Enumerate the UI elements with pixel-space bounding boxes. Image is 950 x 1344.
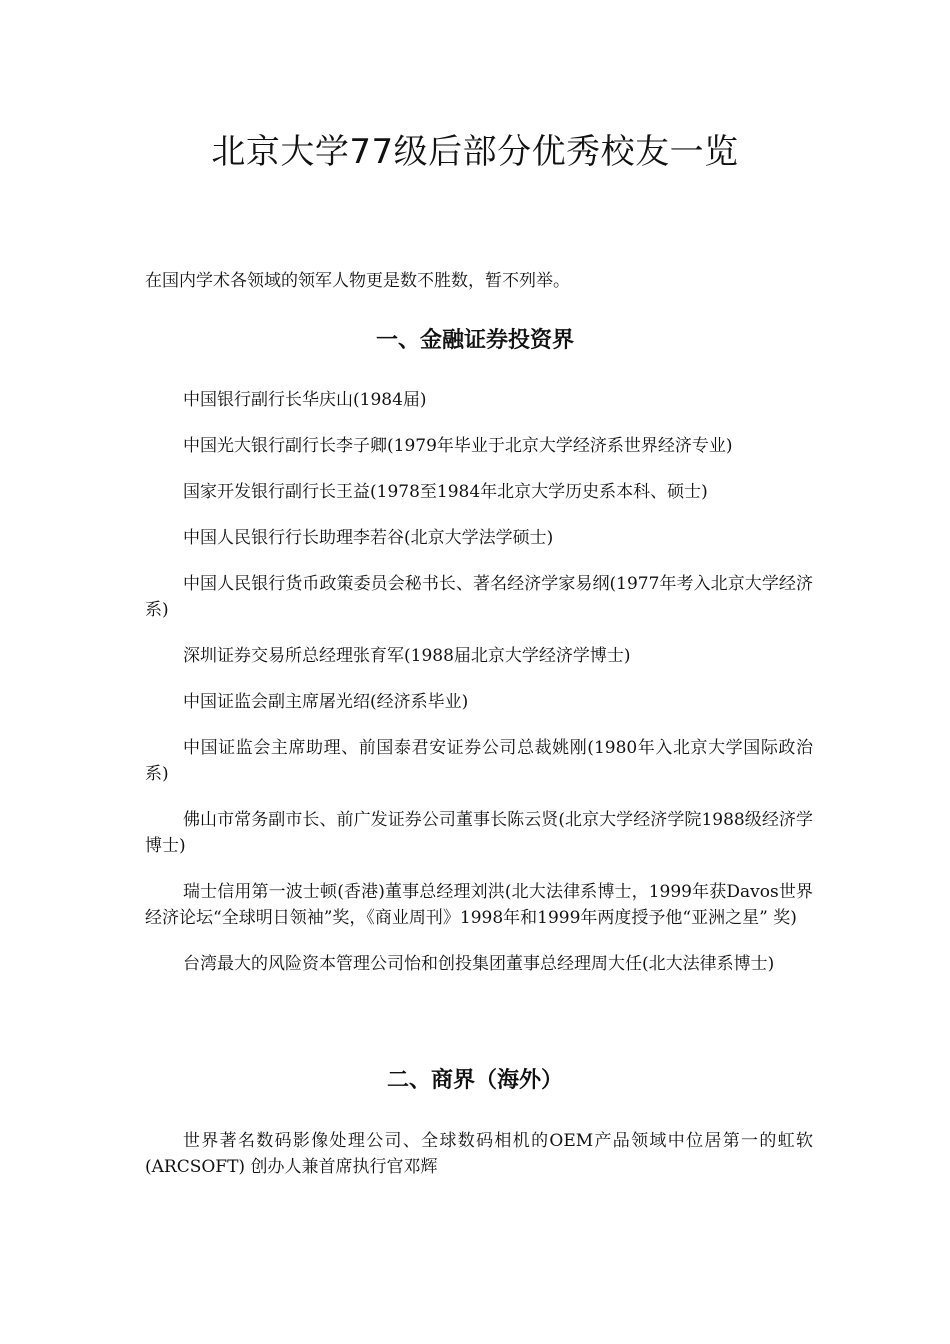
list-item: 国家开发银行副行长王益(1978至1984年北京大学历史系本科、硕士)	[183, 482, 708, 502]
list-item: 中国证监会副主席屠光绍(经济系毕业)	[183, 692, 469, 712]
intro-paragraph: 在国内学术各领域的领军人物更是数不胜数，暂不列举。	[145, 271, 570, 291]
list-item: 世界著名数码影像处理公司、全球数码相机的OEM产品领域中位居第一的虹软(ARCSOFT) 创办人兼首席执行官邓辉	[145, 1131, 813, 1177]
section-heading-business-overseas: 二、商界（海外）	[386, 1068, 563, 1093]
list-item: 中国人民银行行长助理李若谷(北京大学法学硕士)	[183, 528, 554, 548]
list-item: 中国人民银行货币政策委员会秘书长、著名经济学家易纲(1977年考入北京大学经济系)	[145, 574, 813, 620]
list-item: 中国证监会主席助理、前国泰君安证券公司总裁姚刚(1980年入北京大学国际政治系)	[145, 738, 813, 784]
list-item: 佛山市常务副市长、前广发证券公司董事长陈云贤(北京大学经济学院1988级经济学博士)	[145, 810, 813, 856]
business-entry-list	[145, 1128, 813, 1200]
section-heading-finance: 一、金融证券投资界	[375, 328, 574, 353]
list-item: 中国银行副行长华庆山(1984届)	[183, 390, 427, 410]
list-item: 台湾最大的风险资本管理公司怡和创投集团董事总经理周大任(北大法律系博士)	[183, 954, 775, 974]
list-item: 深圳证券交易所总经理张育军(1988届北京大学经济学博士)	[183, 646, 631, 666]
finance-entry-list	[145, 387, 813, 997]
list-item: 中国光大银行副行长李子卿(1979年毕业于北京大学经济系世界经济专业)	[183, 436, 733, 456]
list-item: 瑞士信用第一波士顿(香港)董事总经理刘洪(北大法律系博士，1999年获Davos世界经济论坛“全球明日领袖”奖，《商业周刊》1998年和1999年两度授予他“亚洲之星” 奖)	[145, 882, 813, 928]
document-title: 北京大学77级后部分优秀校友一览	[211, 132, 739, 172]
